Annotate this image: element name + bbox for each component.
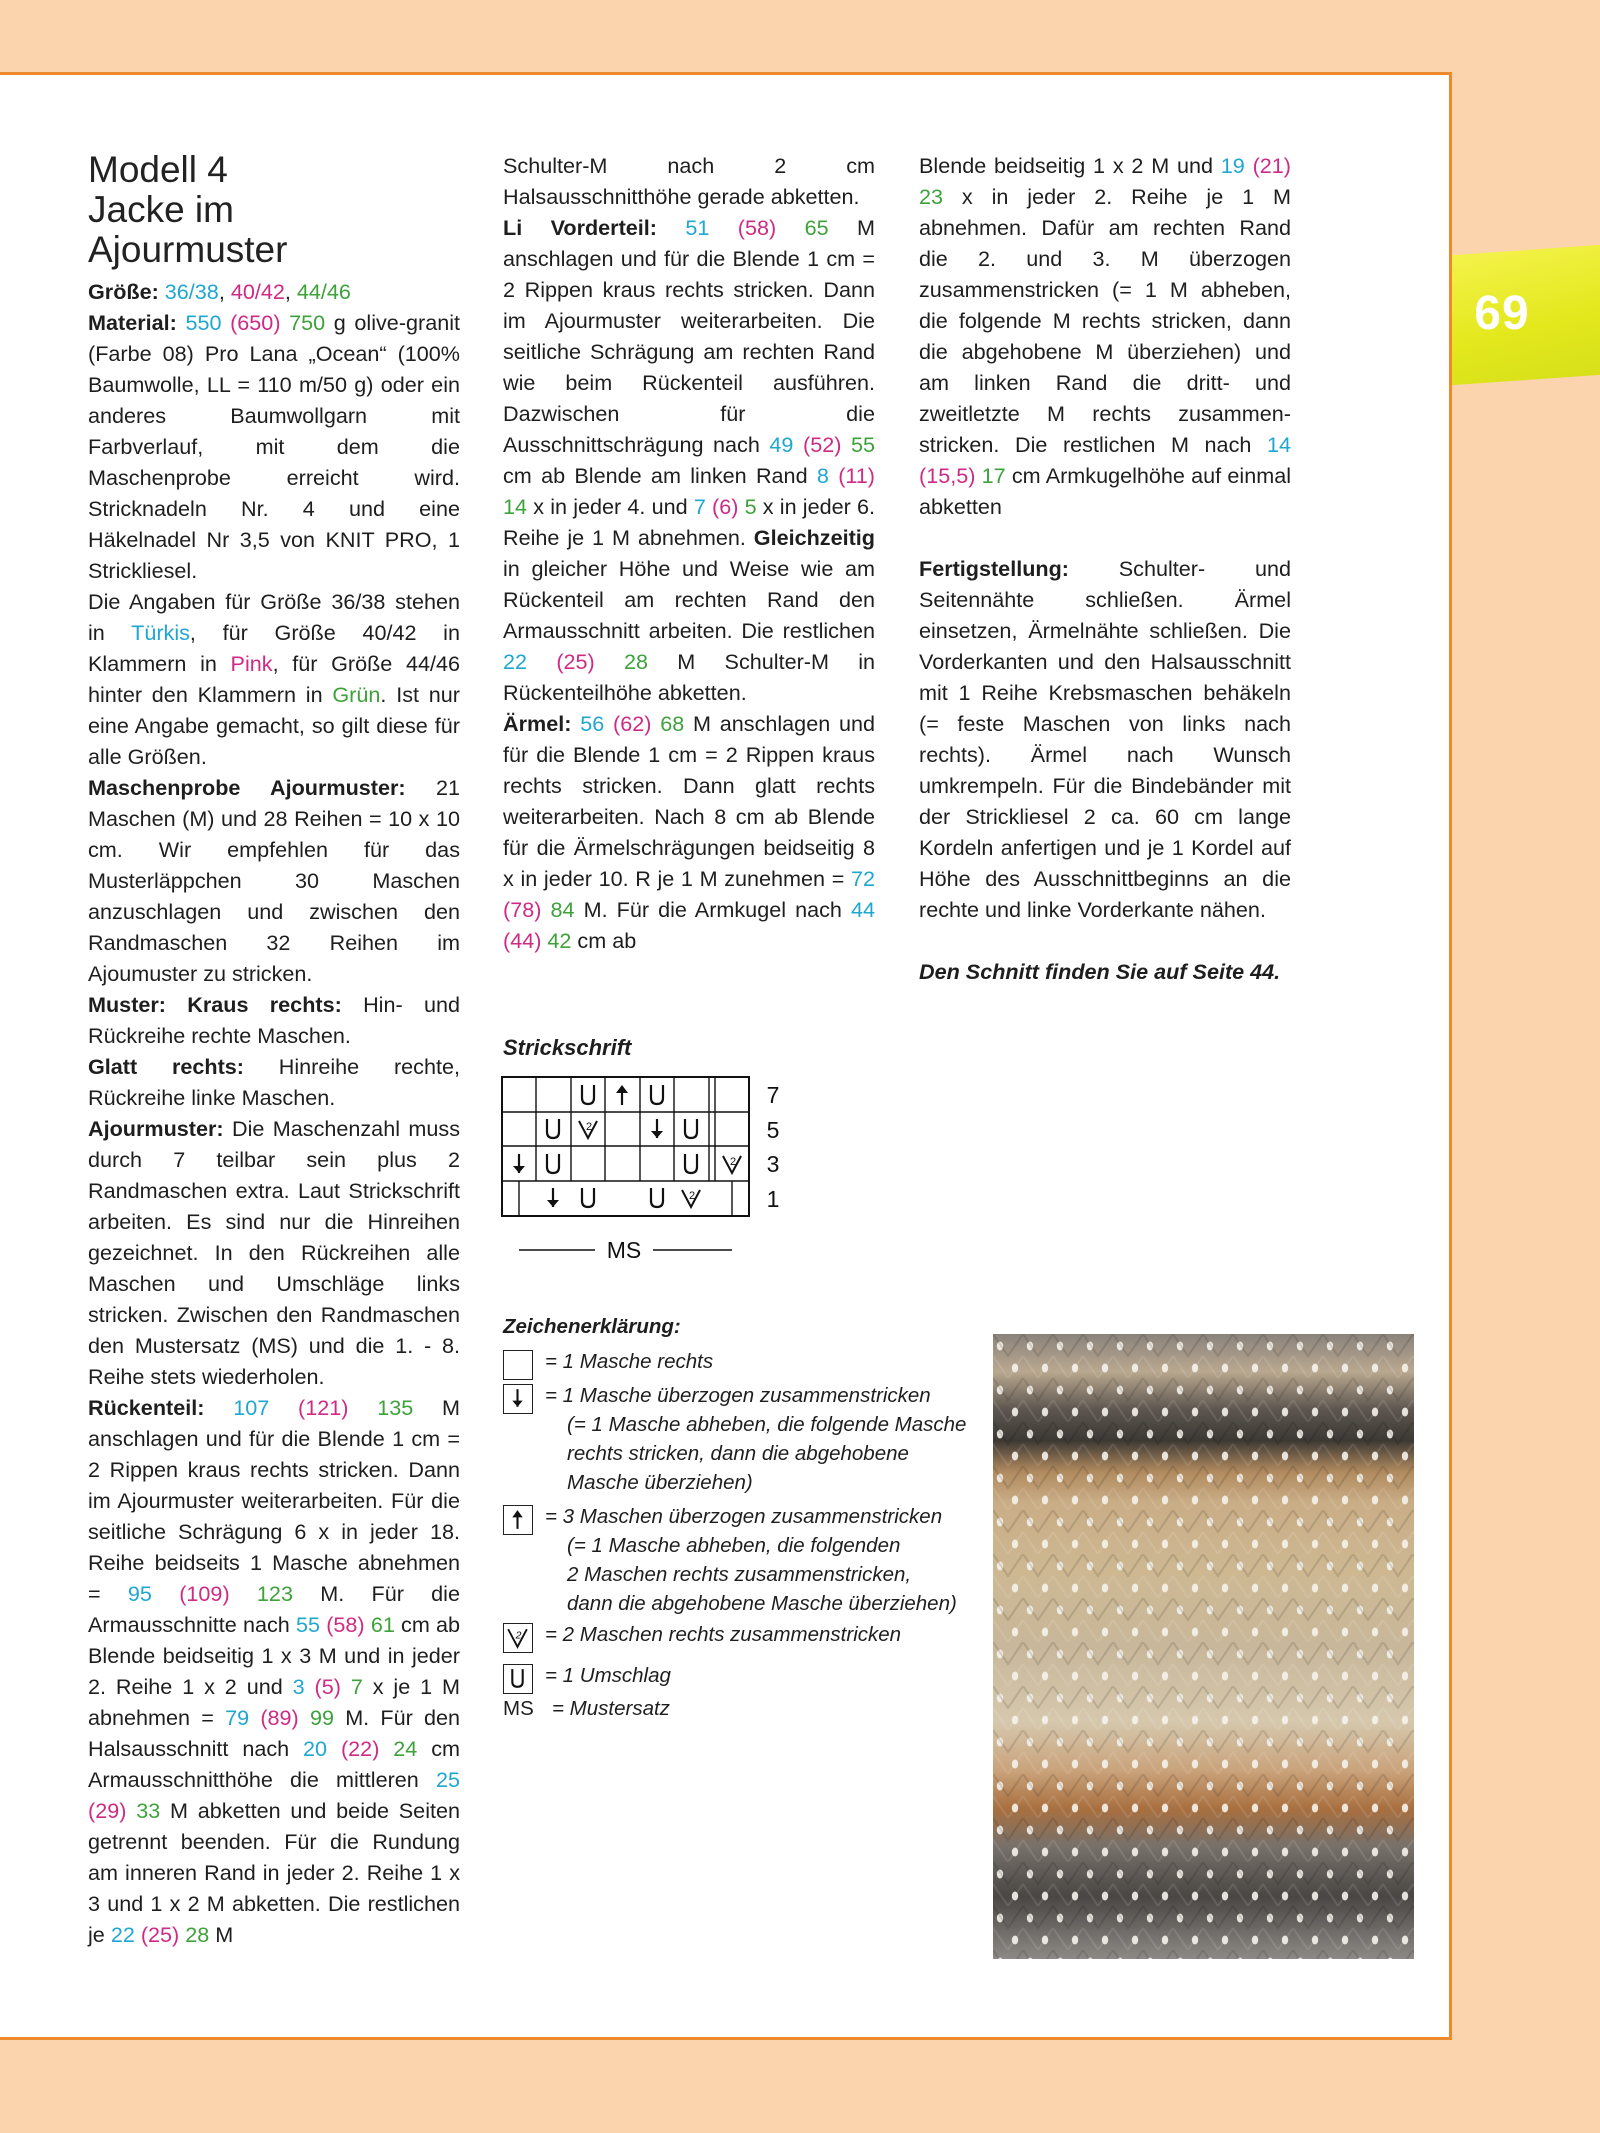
gauge-paragraph: Maschenprobe Ajourmuster: 21 Maschen (M) und 28 Reihen = 10 x 10 cm. Wir empfehlen für das Musterläppchen 30 Maschen anzuschlagen und zwischen den Randmaschen 32 Reihen im Ajoumuster zu stricken. [88,775,460,986]
stockinette-paragraph: Glatt rechts: Hinreihe rechte, Rückreihe linke Maschen. [88,1054,460,1110]
page-title [88,150,460,270]
spacer [919,925,1291,956]
column-3 [919,150,1291,987]
chart-grid [502,1077,749,1216]
legend-title: Zeichenerklärung: [503,1315,681,1338]
legend-item-k2tog: 2 = 2 Maschen rechts zusammenstricken [503,1620,983,1649]
legend-item-ssk-note-2: rechts stricken, dann die abgehobene [567,1442,909,1465]
row-number-3: 3 [766,1151,780,1177]
decrease-arrow-down-icon [503,1384,533,1414]
k2tog-icon [503,1623,533,1653]
legend-item-ssk-note-3: Masche überziehen) [567,1471,753,1494]
chart-ms-bracket [519,1237,732,1263]
spacer [919,522,1291,553]
sleeve-paragraph: Ärmel: 56 (62) 68 M anschlagen und für die Blende 1 cm = 2 Rippen kraus rechts stricken. Dann glatt rechts weiterarbeiten. Nach 8 cm ab Blende für die Ärmelschrägungen beidseitig 8 x in jeder 10. R je 1 M zunehmen = 72 (78) 84 M. Für die Armkugel nach 44 (44) 42 cm ab [503,711,876,953]
finishing-paragraph: Fertigstellung: Schulter- und Seitennähte schließen. Ärmel einsetzen, Ärmelnähte schließen. Die Vorderkanten und den Halsausschnitt mit 1 Reihe Krebsmaschen behäkeln (= feste Maschen von links nach rechts). Ärmel nach Wunsch umkrempeln. Für die Bindebänder mit der Strickliesel 2 ca. 60 cm lange Kordeln anfertigen und je 1 Kordel auf Höhe des Ausschnittbeginns an die rechte und linke Vorderkante nähen. [919,556,1291,922]
row-number-5: 5 [766,1117,780,1143]
knit-stitch-icon [503,1350,533,1380]
size-paragraph: Größe: 36/38, 40/42, 44/46 [88,279,351,304]
pattern-reference: Den Schnitt finden Sie auf Seite 44. [919,959,1281,984]
column-2 [503,150,875,956]
row-number-1: 1 [766,1186,780,1212]
back-continued-paragraph: Schulter-M nach 2 cm Halsausschnitthöhe gerade abketten. [503,153,875,209]
legend-item-knit: = 1 Masche rechts [503,1347,983,1376]
chart-row-numbers [767,1082,780,1212]
yarn-over-icon [503,1664,533,1694]
chart-title: Strickschrift [503,1035,632,1060]
garter-paragraph: Muster: Kraus rechts: Hin- und Rückreihe rechte Maschen. [88,992,460,1048]
swatch-photo [993,1334,1414,1959]
sleeve-continued-paragraph: Blende beidseitig 1 x 2 M und 19 (21) 23 x in jeder 2. Reihe je 1 M abnehmen. Dafür am rechten Rand die 2. und 3. M überzogen zusammenstricken (= 1 M abheben, die folgende M rechts stricken, dann die abgehobene M überziehen) und am linken Rand die dritt- und zweitletzte M rechts zusammen-stricken. Die restlichen M nach 14 (15,5) 17 cm Armkugelhöhe auf einmal abketten [919,153,1291,519]
legend-item-sk2p-note-2: 2 Maschen rechts zusammenstricken, [567,1563,912,1586]
title-line-1: Modell 4 [88,149,228,190]
row-number-7: 7 [766,1082,780,1108]
lace-paragraph: Ajourmuster: Die Maschenzahl muss durch 7 teilbar sein plus 2 Randmaschen extra. Laut Strickschrift arbeiten. Es sind nur die Hinreihen gezeichnet. In den Rückreihen alle Maschen und Umschläge links stricken. Zwischen den Randmaschen den Mustersatz (MS) und die 1. - 8. Reihe stets wiederholen. [88,1116,460,1389]
legend-item-ssk-note-1: (= 1 Masche abheben, die folgende Masche [567,1413,967,1436]
legend-item-ms: MS = Mustersatz [503,1694,983,1723]
back-paragraph: Rückenteil: 107 (121) 135 M anschlagen und für die Blende 1 cm = 2 Rippen kraus rechts stricken. Dann im Ajourmuster weiterarbeiten. Für die seitliche Schrägung 6 x in jeder 18. Reihe beidseits 1 Masche abnehmen = 95 (109) 123 M. Für die Armausschnitte nach 55 (58) 61 cm ab Blende beidseitig 1 x 3 M und in jeder 2. Reihe 1 x 2 und 3 (5) 7 x je 1 M abnehmen = 79 (89) 99 M. Für den Halsausschnitt nach 20 (22) 24 cm Armausschnitthöhe die mittleren 25 (29) 33 M abketten und beide Seiten getrennt beenden. Für die Rundung am inneren Rand in jeder 2. Reihe 1 x 3 und 1 x 2 M abketten. Die restlichen je 22 (25) 28 M [88,1395,461,1947]
legend-item-sk2p: = 3 Maschen überzogen zusammenstricken [503,1502,983,1531]
column-1 [88,150,460,1950]
page-number: 69 [1474,287,1530,340]
legend-item-ssk: = 1 Masche überzogen zusammenstricken [503,1381,983,1410]
title-line-2: Jacke im [88,189,234,230]
legend [503,1312,983,1723]
legend-item-yarnover: = 1 Umschlag [503,1661,983,1690]
chart-ms-label: MS [606,1237,642,1263]
decrease-arrow-up-icon [503,1505,533,1535]
left-front-paragraph: Li Vorderteil: 51 (58) 65 M anschlagen und für die Blende 1 cm = 2 Rippen kraus rechts stricken. Dann im Ajourmuster weiterarbeiten. Die seitliche Schrägung am rechten Rand wie beim Rückenteil ausführen. Dazwischen für die Ausschnittschrägung nach 49 (52) 55 cm ab Blende am linken Rand 8 (11) 14 x in jeder 4. und 7 (6) 5 x in jeder 6. Reihe je 1 M abnehmen. Gleichzeitig in gleicher Höhe und Weise wie am Rückenteil am rechten Rand den Armausschnitt arbeiten. Die restlichen 22 (25) 28 M Schulter-M in Rückenteilhöhe abketten. [503,215,876,705]
title-line-3: Ajourmuster [88,229,288,270]
ms-label: MS [503,1697,534,1720]
legend-item-sk2p-note-3: dann die abgehobene Masche überziehen) [567,1592,957,1615]
material-paragraph: Material: 550 (650) 750 g olive-granit (Farbe 08) Pro Lana „Ocean“ (100% Baumwolle, LL = 110 m/50 g) oder ein anderes Baumwollgarn mit Farbverlauf, mit dem die Maschenprobe erreicht wird. Stricknadeln Nr. 4 und eine Häkelnadel Nr 3,5 von KNIT PRO, 1 Strickliesel. [88,310,461,583]
legend-item-sk2p-note-1: (= 1 Masche abheben, die folgenden [567,1534,901,1557]
svg-text:2: 2 [515,1630,522,1642]
sizes-note-paragraph: Die Angaben für Größe 36/38 stehen in Türkis, für Größe 40/42 in Klammern in Pink, für Größe 44/46 hinter den Klammern in Grün. Ist nur eine Angabe gemacht, so gilt diese für alle Größen. [88,589,460,769]
knitting-chart [501,1076,801,1266]
